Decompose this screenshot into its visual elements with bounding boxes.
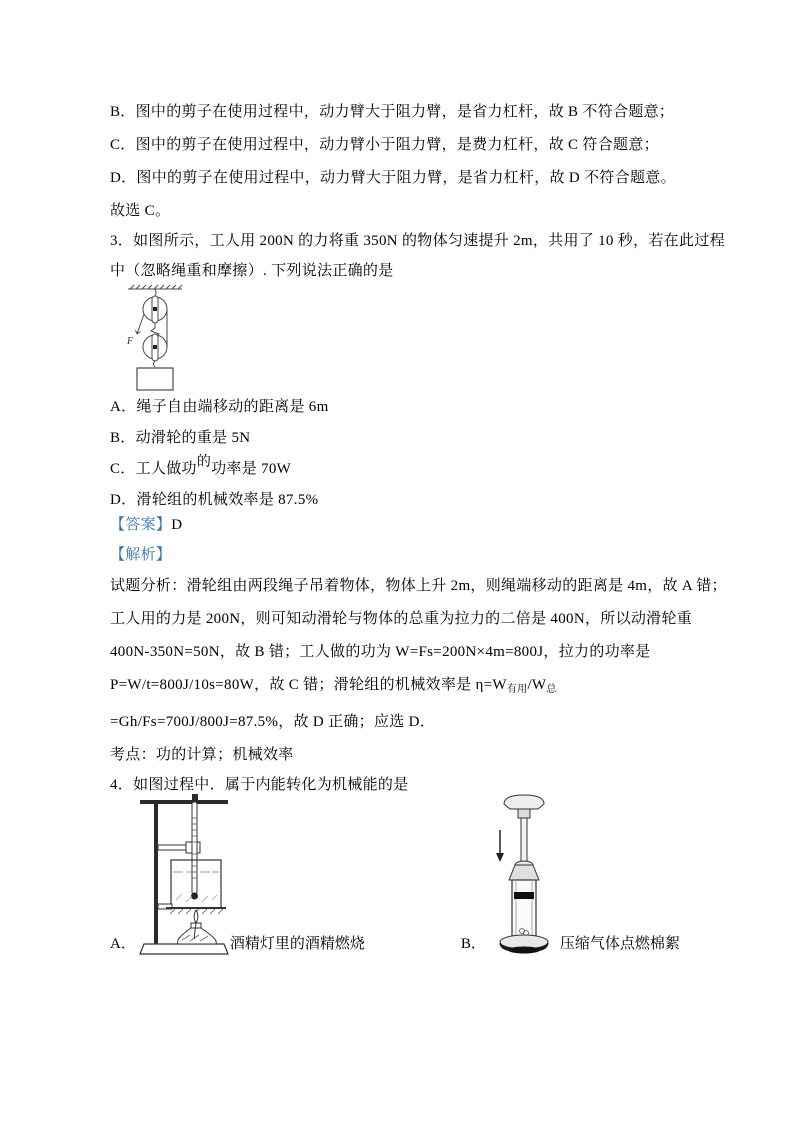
alcohol-lamp-stand-figure [138, 792, 230, 957]
answer-label: 【答案】 [110, 517, 172, 533]
prev-question-explanation [110, 96, 770, 228]
syringe-cylinder [512, 880, 536, 938]
question-3-options [110, 392, 770, 516]
ceiling-hatch [128, 285, 182, 289]
q3-option-c [110, 454, 770, 485]
analysis-line4-subscript-total: 总 [546, 684, 557, 695]
q3-option-c-pre: C．工人做功 [110, 461, 197, 477]
q4-option-a-caption: 酒精灯里的酒精燃烧 [229, 936, 365, 952]
q3-option-a: A．绳子自由端移动的距离是 6m [110, 399, 329, 415]
movable-pulley [143, 334, 167, 367]
answer-line [110, 510, 770, 540]
q3-option-c-raised-char: 的 [196, 455, 212, 470]
rope-segments [136, 309, 168, 347]
analysis-exam-point: 考点：功的计算；机械效率 [110, 747, 294, 763]
stand-base [140, 944, 228, 954]
analysis-line-3: 400N-350N=50N，故 B 错；工人做的功为 W=Fs=200N×4m=800J，拉力的功率是 [110, 644, 651, 660]
wire-gauze-ring [158, 904, 226, 914]
prev-option-c: C．图中的剪子在使用过程中，动力臂小于阻力臂，是费力杠杆，故 C 符合题意； [110, 137, 659, 153]
fixed-pulley [143, 289, 167, 323]
question-4-figures [110, 792, 680, 957]
analysis-line-1: 试题分析：滑轮组由两段绳子吊着物体，物体上升 2m，则绳端移动的距离是 4m，故 A 错； [110, 578, 727, 594]
q4-option-a-label: A． [110, 936, 136, 952]
analysis-body [110, 570, 770, 772]
analysis-label: 【解析】 [110, 547, 172, 563]
analysis-line4-subscript-useful: 有用 [506, 684, 528, 695]
analysis-line4-mid: /W [527, 677, 547, 693]
down-arrow [496, 830, 504, 862]
thermometer [191, 794, 198, 900]
analysis-line4-main: P=W/t=800J/10s=80W，故 C 错；滑轮组的机械效率是 η=W [110, 677, 507, 693]
analysis-line-5: =Gh/Fs=700J/800J=87.5%，故 D 正确；应选 D． [110, 714, 436, 730]
q4-option-b-caption: 压缩气体点燃棉絮 [559, 936, 680, 952]
pulley-system-figure [124, 283, 186, 393]
q4-stem: 4．如图过程中．属于内能转化为机械能的是 [110, 777, 409, 793]
stand-rod [154, 800, 158, 946]
answer-block [110, 510, 770, 570]
q3-stem-line1: 3．如图所示，工人用 200N 的力将重 350N 的物体匀速提升 2m，共用了 10 秒，若在此过程 [110, 233, 725, 249]
stand-crossbar [140, 800, 228, 804]
prev-option-b: B．图中的剪子在使用过程中，动力臂大于阻力臂，是省力杠杆，故 B 不符合题意； [110, 104, 675, 120]
syringe-base [500, 935, 548, 954]
prev-option-d: D．图中的剪子在使用过程中，动力臂大于阻力臂，是省力杠杆，故 D 不符合题意。 [110, 170, 676, 186]
syringe-handle [504, 795, 544, 864]
question-3-stem [110, 226, 770, 286]
force-label: F [127, 336, 134, 347]
q3-stem-line2: 中（忽略绳重和摩擦）. 下列说法正确的是 [110, 263, 394, 279]
q3-option-b: B．动滑轮的重是 5N [110, 430, 251, 446]
q3-option-d: D．滑轮组的机械效率是 87.5% [110, 492, 319, 508]
alcohol-lamp [177, 910, 216, 944]
weight-block [137, 368, 173, 390]
q3-option-c-post: 功率是 70W [211, 461, 292, 477]
answer-value: D [171, 517, 183, 533]
prev-conclusion: 故选 C。 [110, 203, 171, 219]
syringe-collar [509, 861, 539, 880]
pulley-figure-svg [124, 283, 186, 393]
analysis-header-line [110, 540, 770, 570]
analysis-line-2: 工人用的力是 200N，则可知动滑轮与物体的总重为拉力的二倍是 400N，所以动滑轮重 [110, 611, 693, 627]
fire-syringe-figure [488, 792, 560, 957]
q4-option-b-label: B． [460, 936, 486, 952]
analysis-line-4 [110, 669, 770, 706]
